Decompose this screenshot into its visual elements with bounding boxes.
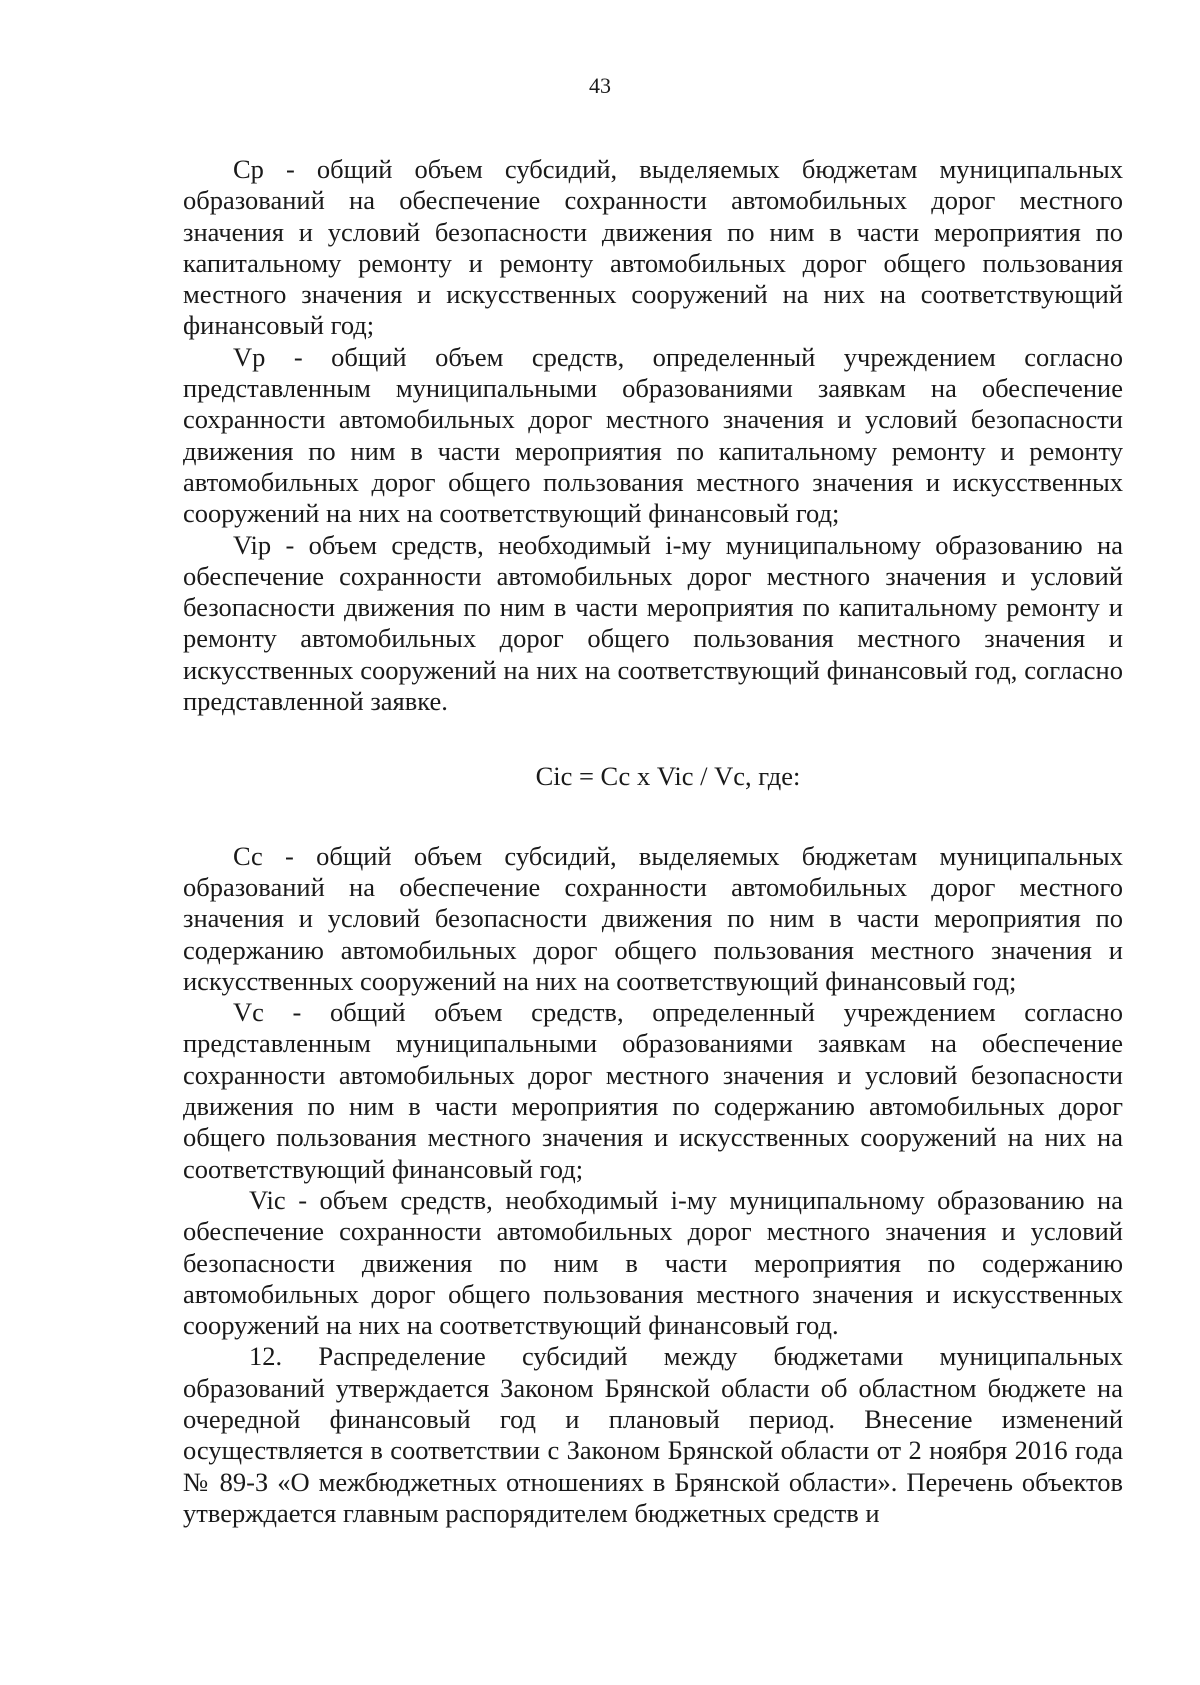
- definition-vp: Vp - общий объем средств, определенный учреждением согласно представленным муниципальными образованиями заявкам на обеспечение сохранности автомобильных дорог местного значения и условий безопасности движения по ним в части мероприятия по капитальному ремонту и ремонту автомобильных дорог общего пользования местного значения и искусственных сооружений на них на соответствующий финансовый год;: [183, 341, 1123, 529]
- definition-vic: Viс - объем средств, необходимый i-му муниципальному образованию на обеспечение сохранности автомобильных дорог местного значения и условий безопасности движения по ним в части мероприятия по содержанию автомобильных дорог общего пользования местного значения и искусственных сооружений на них на соответствующий финансовый год.: [183, 1184, 1123, 1341]
- clause-12: 12. Распределение субсидий между бюджетами муниципальных образований утверждается Законом Брянской области об областном бюджете на очередной финансовый год и плановый период. Внесение изменений осуществляется в соответствии с Законом Брянской области от 2 ноября 2016 года № 89-З «О межбюджетных отношениях в Брянской области». Перечень объектов утверждается главным распорядителем бюджетных средств и: [183, 1341, 1123, 1528]
- definition-cp: Ср - общий объем субсидий, выделяемых бюджетам муниципальных образований на обеспечение сохранности автомобильных дорог местного значения и условий безопасности движения по ним в части мероприятия по капитальному ремонту и ремонту автомобильных дорог общего пользования местного значения и искусственных сооружений на них на соответствующий финансовый год;: [183, 154, 1123, 341]
- definition-cc: Сс - общий объем субсидий, выделяемых бюджетам муниципальных образований на обеспечение сохранности автомобильных дорог местного значения и условий безопасности движения по ним в части мероприятия по содержанию автомобильных дорог общего пользования местного значения и искусственных сооружений на них на соответствующий финансовый год;: [183, 840, 1123, 996]
- page-number: 43: [589, 73, 611, 98]
- document-body: [183, 154, 1123, 1529]
- definition-vc: Vс - общий объем средств, определенный учреждением согласно представленным муниципальными образованиями заявкам на обеспечение сохранности автомобильных дорог местного значения и условий безопасности движения по ним в части мероприятия по содержанию автомобильных дорог общего пользования местного значения и искусственных сооружений на них на соответствующий финансовый год;: [183, 997, 1123, 1184]
- definition-vip: Vip - объем средств, необходимый i-му муниципальному образованию на обеспечение сохранности автомобильных дорог местного значения и условий безопасности движения по ним в части мероприятия по капитальному ремонту и ремонту автомобильных дорог общего пользования местного значения и искусственных сооружений на них на соответствующий финансовый год, согласно представленной заявке.: [183, 529, 1123, 717]
- formula-cic: Ciс = Сс х Viс / Vс, где:: [535, 761, 801, 792]
